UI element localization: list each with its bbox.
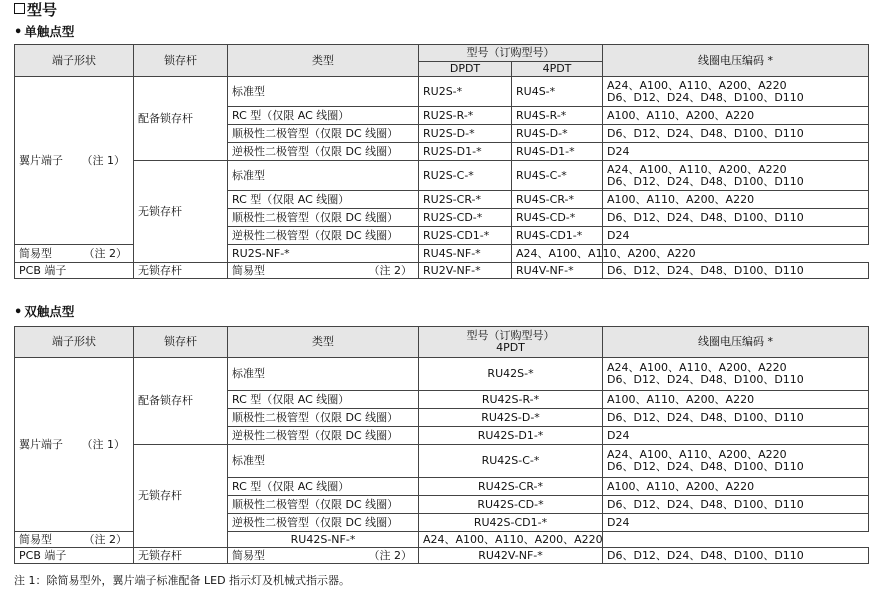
header-dpdt: DPDT	[419, 62, 512, 77]
voltage-cell: D24	[603, 514, 869, 532]
type-cell: 简易型 （注 2）	[228, 548, 419, 564]
header-4pdt: 4PDT	[512, 62, 603, 77]
type-cell: RC 型（仅限 AC 线圈）	[228, 107, 419, 125]
type-cell: RC 型（仅限 AC 线圈）	[228, 391, 419, 409]
square-bullet-icon	[14, 3, 25, 14]
voltage-cell: D24	[603, 143, 869, 161]
latch-without: 无锁存杆	[134, 445, 228, 548]
model-4pdt: RU4S-CD1-*	[512, 227, 603, 245]
voltage-cell: D24	[603, 227, 869, 245]
model-4pdt: RU4S-R-*	[512, 107, 603, 125]
latch-with: 配备锁存杆	[134, 77, 228, 161]
voltage-cell: A24、A100、A110、A200、A220	[419, 532, 603, 548]
type-cell: 顺极性二极管型（仅限 DC 线圈）	[228, 409, 419, 427]
voltage-cell: D6、D12、D24、D48、D100、D110	[603, 409, 869, 427]
table-row	[15, 548, 869, 564]
model-4pdt: RU42S-CR-*	[419, 478, 603, 496]
model-dpdt: RU2S-CD-*	[419, 209, 512, 227]
model-dpdt: RU2S-D1-*	[419, 143, 512, 161]
terminal-pcb: PCB 端子	[15, 548, 134, 564]
type-cell: RC 型（仅限 AC 线圈）	[228, 191, 419, 209]
model-4pdt: RU4S-C-*	[512, 161, 603, 191]
header-model: 型号（订购型号）	[419, 45, 603, 62]
voltage-cell: D6、D12、D24、D48、D100、D110	[603, 548, 869, 564]
terminal-pcb: PCB 端子	[15, 263, 134, 279]
model-dpdt: RU2S-CR-*	[419, 191, 512, 209]
type-cell: 简易型 （注 2）	[228, 263, 419, 279]
voltage-cell: D6、D12、D24、D48、D100、D110	[603, 496, 869, 514]
table-row	[15, 358, 869, 391]
table-row	[15, 263, 869, 279]
header-terminal: 端子形状	[15, 45, 134, 77]
header-voltage: 线圈电压编码 *	[603, 45, 869, 77]
latch-without: 无锁存杆	[134, 161, 228, 263]
page-title: 型号	[14, 1, 57, 19]
terminal-wing: 翼片端子 （注 1）	[15, 358, 134, 532]
type-cell: 标准型	[228, 161, 419, 191]
section-title-double: • 双触点型	[14, 304, 75, 320]
model-4pdt: RU42S-D1-*	[419, 427, 603, 445]
header-latch: 锁存杆	[134, 45, 228, 77]
model-4pdt: RU4S-CD-*	[512, 209, 603, 227]
model-4pdt: RU42S-NF-*	[228, 532, 419, 548]
header-type: 类型	[228, 45, 419, 77]
model-4pdt: RU42V-NF-*	[419, 548, 603, 564]
type-cell: 顺极性二极管型（仅限 DC 线圈）	[228, 496, 419, 514]
model-dpdt: RU2S-CD1-*	[419, 227, 512, 245]
voltage-cell: A24、A100、A110、A200、A220 D6、D12、D24、D48、D100、D110	[603, 445, 869, 478]
model-4pdt: RU42S-CD-*	[419, 496, 603, 514]
type-cell: RC 型（仅限 AC 线圈）	[228, 478, 419, 496]
voltage-cell: A100、A110、A200、A220	[603, 391, 869, 409]
model-4pdt: RU4S-CR-*	[512, 191, 603, 209]
model-4pdt: RU42S-R-*	[419, 391, 603, 409]
model-4pdt: RU4S-NF-*	[419, 245, 512, 263]
bullet-icon: •	[14, 305, 23, 320]
voltage-cell: D6、D12、D24、D48、D100、D110	[603, 125, 869, 143]
model-dpdt: RU2V-NF-*	[419, 263, 512, 279]
model-4pdt: RU4S-D1-*	[512, 143, 603, 161]
voltage-cell: A24、A100、A110、A200、A220 D6、D12、D24、D48、D100、D110	[603, 161, 869, 191]
type-cell: 顺极性二极管型（仅限 DC 线圈）	[228, 209, 419, 227]
double-contact-table	[14, 326, 869, 564]
model-dpdt: RU2S-D-*	[419, 125, 512, 143]
model-4pdt: RU42S-C-*	[419, 445, 603, 478]
table-row	[15, 161, 869, 191]
model-dpdt: RU2S-R-*	[419, 107, 512, 125]
model-4pdt: RU42S-CD1-*	[419, 514, 603, 532]
latch-with: 配备锁存杆	[134, 358, 228, 445]
header-latch: 锁存杆	[134, 327, 228, 358]
model-4pdt: RU4S-D-*	[512, 125, 603, 143]
voltage-cell: A24、A100、A110、A200、A220 D6、D12、D24、D48、D100、D110	[603, 77, 869, 107]
type-cell: 逆极性二极管型（仅限 DC 线圈）	[228, 427, 419, 445]
type-cell: 标准型	[228, 445, 419, 478]
type-cell: 逆极性二极管型（仅限 DC 线圈）	[228, 514, 419, 532]
model-dpdt: RU2S-NF-*	[228, 245, 419, 263]
single-contact-table	[14, 44, 869, 279]
header-model: 型号（订购型号） 4PDT	[419, 327, 603, 358]
type-cell: 逆极性二极管型（仅限 DC 线圈）	[228, 143, 419, 161]
voltage-cell: D24	[603, 427, 869, 445]
model-dpdt: RU2S-*	[419, 77, 512, 107]
terminal-wing: 翼片端子 （注 1）	[15, 77, 134, 245]
voltage-cell: A100、A110、A200、A220	[603, 107, 869, 125]
table-row	[15, 77, 869, 107]
type-cell: 简易型 （注 2）	[15, 532, 134, 548]
voltage-cell: A100、A110、A200、A220	[603, 191, 869, 209]
model-4pdt: RU4S-*	[512, 77, 603, 107]
voltage-cell: A24、A100、A110、A200、A220 D6、D12、D24、D48、D100、D110	[603, 358, 869, 391]
model-dpdt: RU2S-C-*	[419, 161, 512, 191]
type-cell: 简易型 （注 2）	[15, 245, 134, 263]
latch-without: 无锁存杆	[134, 263, 228, 279]
model-4pdt: RU4V-NF-*	[512, 263, 603, 279]
bullet-icon: •	[14, 25, 23, 40]
footnote: 注 1：除简易型外，翼片端子标准配备 LED 指示灯及机械式指示器。	[14, 574, 351, 587]
header-voltage: 线圈电压编码 *	[603, 327, 869, 358]
section-title-single: • 单触点型	[14, 24, 75, 40]
type-cell: 标准型	[228, 77, 419, 107]
latch-without: 无锁存杆	[134, 548, 228, 564]
header-type: 类型	[228, 327, 419, 358]
model-4pdt: RU42S-*	[419, 358, 603, 391]
voltage-cell: A24、A100、A110、A200、A220	[512, 245, 603, 263]
header-terminal: 端子形状	[15, 327, 134, 358]
model-4pdt: RU42S-D-*	[419, 409, 603, 427]
voltage-cell: D6、D12、D24、D48、D100、D110	[603, 263, 869, 279]
voltage-cell: A100、A110、A200、A220	[603, 478, 869, 496]
type-cell: 逆极性二极管型（仅限 DC 线圈）	[228, 227, 419, 245]
voltage-cell: D6、D12、D24、D48、D100、D110	[603, 209, 869, 227]
type-cell: 标准型	[228, 358, 419, 391]
table-row	[15, 445, 869, 478]
type-cell: 顺极性二极管型（仅限 DC 线圈）	[228, 125, 419, 143]
